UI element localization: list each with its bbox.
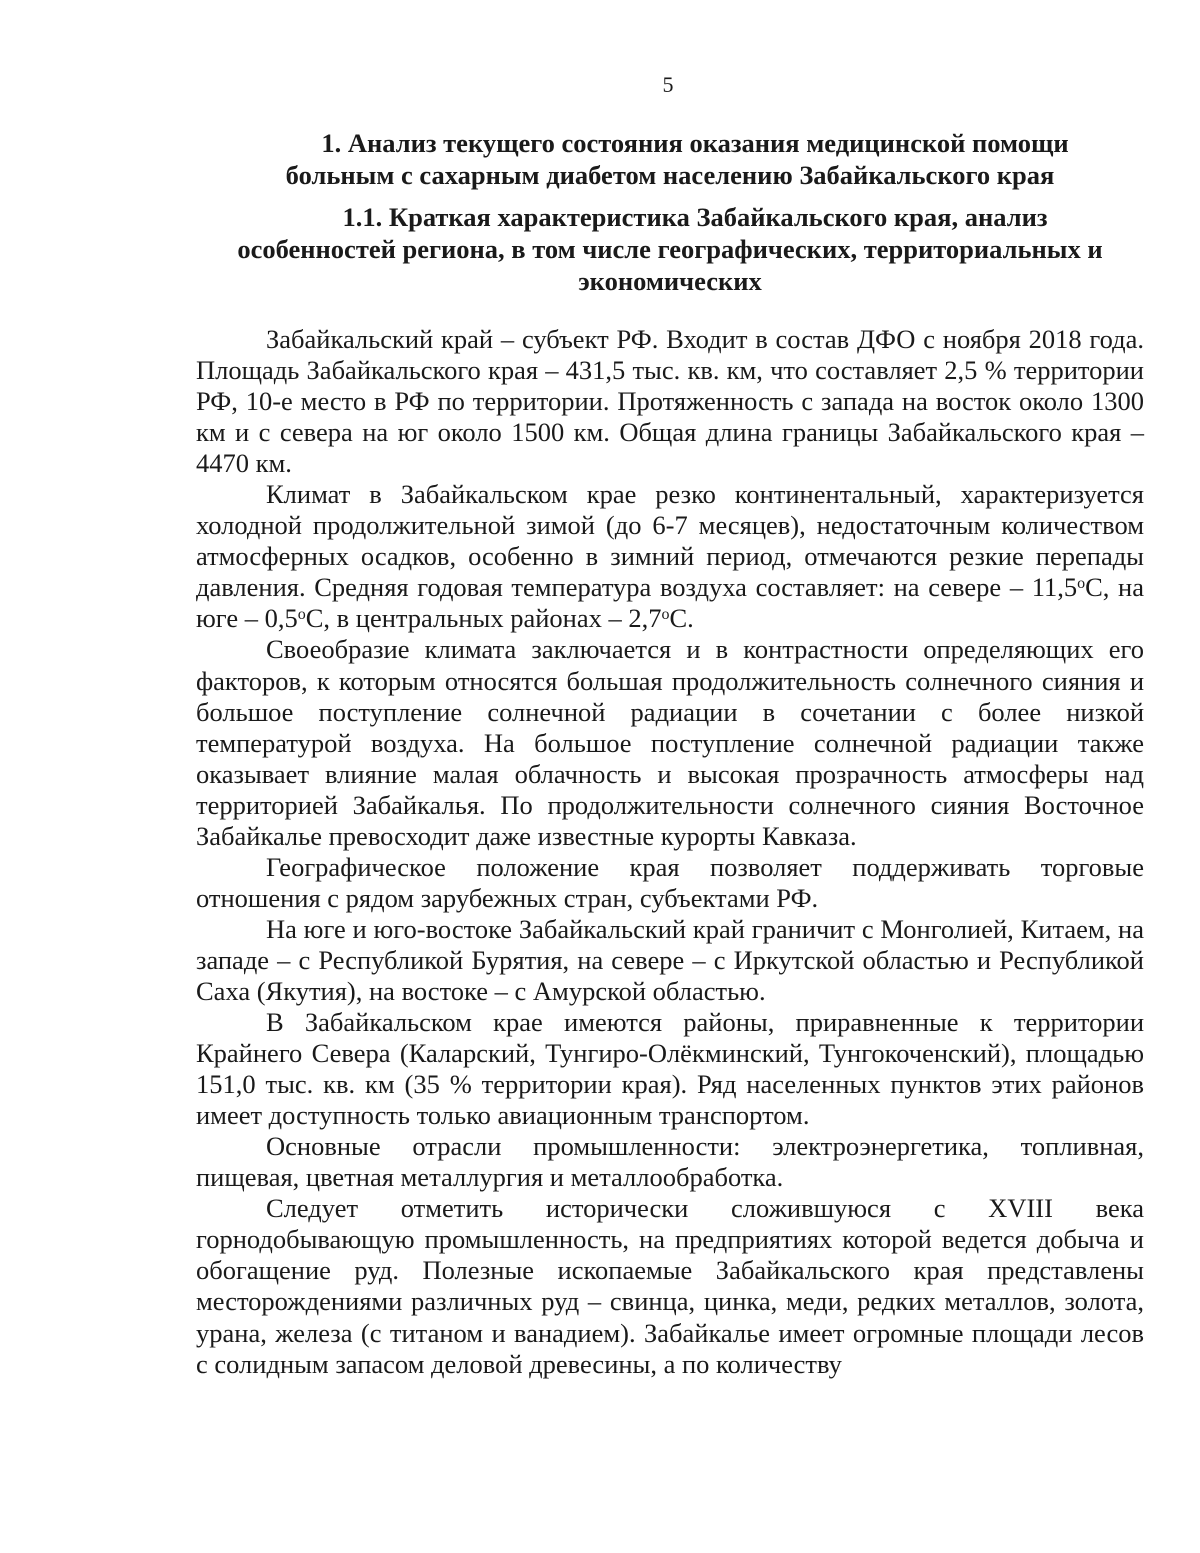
subsection-heading-line-2: особенностей региона, в том числе географических, территориальных и: [237, 234, 1103, 264]
climate-text-3: С, в центральных районах – 2,7: [305, 603, 662, 634]
degree-mark: о: [661, 605, 670, 623]
section-heading-line-2: больным с сахарным диабетом населению Забайкальского края: [285, 160, 1055, 190]
paragraph-climate-features: Своеобразие климата заключается и в контрастности определяющих его факторов, к которым относятся большая продолжительность солнечного сияния и большое поступление солнечной радиации в сочетании с более низкой температурой воздуха. На большое поступление солнечной радиации также оказывает влияние малая облачность и высокая прозрачность атмосферы над территорией Забайкалья. По продолжительности солнечного сияния Восточное Забайкалье превосходит даже известные курорты Кавказа.: [196, 634, 1144, 851]
section-heading: [196, 127, 1144, 191]
paragraph-geography: Географическое положение края позволяет поддерживать торговые отношения с рядом зарубежных стран, субъектами РФ.: [196, 851, 1144, 913]
paragraph-overview: Забайкальский край – субъект РФ. Входит в состав ДФО с ноября 2018 года. Площадь Забайкальского края – 431,5 тыс. кв. км, что составляет 2,5 % территории РФ, 10-е место в РФ по территории. Протяженность с запада на восток около 1300 км и с севера на юг около 1500 км. Общая длина границы Забайкальского края – 4470 км.: [196, 324, 1144, 479]
subsection-heading-line-3: экономических: [578, 266, 762, 296]
paragraph-mining: Следует отметить исторически сложившуюся с XVIII века горнодобывающую промышленность, на предприятиях которой ведется добыча и обогащение руд. Полезные ископаемые Забайкальского края представлены месторождениями различных руд – свинца, цинка, меди, редких металлов, золота, урана, железа (с титаном и ванадием). Забайкалье имеет огромные площади лесов с солидным запасом деловой древесины, а по количеству: [196, 1193, 1144, 1379]
paragraph-climate: [196, 479, 1144, 634]
degree-mark: о: [1077, 574, 1086, 592]
page-number: 5: [662, 72, 674, 97]
climate-text-4: С.: [669, 603, 694, 634]
degree-mark: о: [297, 605, 306, 623]
climate-text-2: С, на юге – 0,5: [196, 572, 1145, 634]
subsection-heading-line-1: 1.1. Краткая характеристика Забайкальского края, анализ: [342, 202, 1048, 232]
section-heading-line-1: 1. Анализ текущего состояния оказания медицинской помощи: [321, 128, 1069, 158]
paragraph-far-north: В Забайкальском крае имеются районы, приравненные к территории Крайнего Севера (Каларский, Тунгиро-Олёкминский, Тунгокоченский), площадью 151,0 тыс. кв. км (35 % территории края). Ряд населенных пунктов этих районов имеет доступность только авиационным транспортом.: [196, 1007, 1144, 1131]
paragraph-borders: На юге и юго-востоке Забайкальский край граничит с Монголией, Китаем, на западе – с Республикой Бурятия, на севере – с Иркутской областью и Республикой Саха (Якутия), на востоке – с Амурской областью.: [196, 913, 1144, 1006]
body-text: [196, 324, 1144, 1380]
subsection-heading: [196, 201, 1144, 297]
paragraph-industry: Основные отрасли промышленности: электроэнергетика, топливная, пищевая, цветная металлургия и металлообработка.: [196, 1131, 1144, 1193]
climate-text-1: Климат в Забайкальском крае резко континентальный, характеризуется холодной продолжительной зимой (до 6-7 месяцев), недостаточным количеством атмосферных осадков, особенно в зимний период, отмечаются резкие перепады давления. Средняя годовая температура воздуха составляет: на севере – 11,5: [196, 479, 1144, 603]
